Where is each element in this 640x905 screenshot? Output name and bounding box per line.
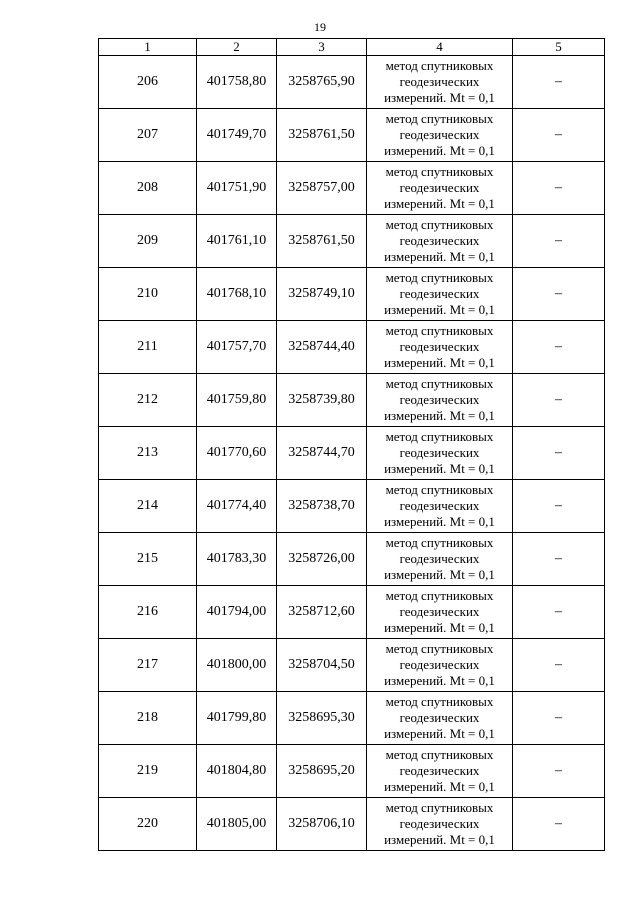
method-line-2: геодезических bbox=[399, 657, 480, 672]
method-line-3: измерений. Mt = 0,1 bbox=[384, 143, 495, 158]
table-row bbox=[99, 745, 605, 798]
coord-x: 401751,90 bbox=[197, 162, 277, 215]
note-dash: – bbox=[513, 533, 605, 586]
method-line-3: измерений. Mt = 0,1 bbox=[384, 461, 495, 476]
method-line-1: метод спутниковых bbox=[385, 323, 494, 338]
method-description bbox=[367, 586, 513, 639]
coord-x: 401758,80 bbox=[197, 56, 277, 109]
table-row bbox=[99, 268, 605, 321]
coordinates-table bbox=[98, 38, 605, 851]
method-line-3: измерений. Mt = 0,1 bbox=[384, 90, 495, 105]
method-line-2: геодезических bbox=[399, 604, 480, 619]
table-row bbox=[99, 533, 605, 586]
method-line-3: измерений. Mt = 0,1 bbox=[384, 196, 495, 211]
coord-y: 3258757,00 bbox=[277, 162, 367, 215]
note-dash: – bbox=[513, 374, 605, 427]
coord-x: 401749,70 bbox=[197, 109, 277, 162]
method-description bbox=[367, 374, 513, 427]
point-number: 216 bbox=[99, 586, 197, 639]
point-number: 218 bbox=[99, 692, 197, 745]
note-dash: – bbox=[513, 215, 605, 268]
note-dash: – bbox=[513, 427, 605, 480]
method-line-1: метод спутниковых bbox=[385, 588, 494, 603]
method-line-1: метод спутниковых bbox=[385, 376, 494, 391]
method-description bbox=[367, 162, 513, 215]
method-line-3: измерений. Mt = 0,1 bbox=[384, 673, 495, 688]
method-line-3: измерений. Mt = 0,1 bbox=[384, 408, 495, 423]
coord-y: 3258695,20 bbox=[277, 745, 367, 798]
header-col-1: 1 bbox=[99, 39, 197, 56]
note-dash: – bbox=[513, 268, 605, 321]
point-number: 215 bbox=[99, 533, 197, 586]
header-col-2: 2 bbox=[197, 39, 277, 56]
point-number: 209 bbox=[99, 215, 197, 268]
coord-x: 401770,60 bbox=[197, 427, 277, 480]
coord-y: 3258744,70 bbox=[277, 427, 367, 480]
coord-y: 3258726,00 bbox=[277, 533, 367, 586]
method-line-3: измерений. Mt = 0,1 bbox=[384, 249, 495, 264]
method-description bbox=[367, 692, 513, 745]
point-number: 213 bbox=[99, 427, 197, 480]
point-number: 217 bbox=[99, 639, 197, 692]
method-description bbox=[367, 480, 513, 533]
coord-y: 3258749,10 bbox=[277, 268, 367, 321]
coord-x: 401759,80 bbox=[197, 374, 277, 427]
coord-y: 3258704,50 bbox=[277, 639, 367, 692]
coord-x: 401804,80 bbox=[197, 745, 277, 798]
method-line-2: геодезических bbox=[399, 74, 480, 89]
point-number: 214 bbox=[99, 480, 197, 533]
method-description bbox=[367, 533, 513, 586]
coord-y: 3258738,70 bbox=[277, 480, 367, 533]
coord-y: 3258761,50 bbox=[277, 215, 367, 268]
note-dash: – bbox=[513, 586, 605, 639]
point-number: 206 bbox=[99, 56, 197, 109]
method-line-1: метод спутниковых bbox=[385, 217, 494, 232]
coord-x: 401757,70 bbox=[197, 321, 277, 374]
method-line-3: измерений. Mt = 0,1 bbox=[384, 779, 495, 794]
method-line-1: метод спутниковых bbox=[385, 111, 494, 126]
point-number: 220 bbox=[99, 798, 197, 851]
table-header bbox=[99, 39, 605, 56]
coord-y: 3258765,90 bbox=[277, 56, 367, 109]
method-line-1: метод спутниковых bbox=[385, 800, 494, 815]
method-line-1: метод спутниковых bbox=[385, 58, 494, 73]
method-description bbox=[367, 268, 513, 321]
method-line-2: геодезических bbox=[399, 392, 480, 407]
method-description bbox=[367, 639, 513, 692]
note-dash: – bbox=[513, 798, 605, 851]
table-row bbox=[99, 639, 605, 692]
method-line-2: геодезических bbox=[399, 498, 480, 513]
method-line-1: метод спутниковых bbox=[385, 694, 494, 709]
note-dash: – bbox=[513, 162, 605, 215]
coord-y: 3258761,50 bbox=[277, 109, 367, 162]
method-line-2: геодезических bbox=[399, 710, 480, 725]
method-line-1: метод спутниковых bbox=[385, 482, 494, 497]
note-dash: – bbox=[513, 639, 605, 692]
coord-x: 401800,00 bbox=[197, 639, 277, 692]
table-row bbox=[99, 109, 605, 162]
method-line-3: измерений. Mt = 0,1 bbox=[384, 514, 495, 529]
method-line-2: геодезических bbox=[399, 763, 480, 778]
coord-y: 3258739,80 bbox=[277, 374, 367, 427]
table-row bbox=[99, 374, 605, 427]
method-line-2: геодезических bbox=[399, 816, 480, 831]
method-line-2: геодезических bbox=[399, 286, 480, 301]
note-dash: – bbox=[513, 109, 605, 162]
method-line-2: геодезических bbox=[399, 445, 480, 460]
point-number: 211 bbox=[99, 321, 197, 374]
method-line-1: метод спутниковых bbox=[385, 535, 494, 550]
point-number: 207 bbox=[99, 109, 197, 162]
header-col-4: 4 bbox=[367, 39, 513, 56]
method-line-2: геодезических bbox=[399, 233, 480, 248]
point-number: 212 bbox=[99, 374, 197, 427]
table-body bbox=[99, 56, 605, 851]
coord-y: 3258712,60 bbox=[277, 586, 367, 639]
table-row bbox=[99, 427, 605, 480]
note-dash: – bbox=[513, 480, 605, 533]
note-dash: – bbox=[513, 56, 605, 109]
table-row bbox=[99, 798, 605, 851]
method-line-3: измерений. Mt = 0,1 bbox=[384, 302, 495, 317]
method-line-2: геодезических bbox=[399, 127, 480, 142]
note-dash: – bbox=[513, 692, 605, 745]
method-line-1: метод спутниковых bbox=[385, 747, 494, 762]
coord-x: 401783,30 bbox=[197, 533, 277, 586]
table-row bbox=[99, 162, 605, 215]
coord-x: 401794,00 bbox=[197, 586, 277, 639]
table-row bbox=[99, 692, 605, 745]
coord-x: 401805,00 bbox=[197, 798, 277, 851]
coord-y: 3258706,10 bbox=[277, 798, 367, 851]
method-line-3: измерений. Mt = 0,1 bbox=[384, 620, 495, 635]
header-row bbox=[99, 39, 605, 56]
coord-y: 3258695,30 bbox=[277, 692, 367, 745]
header-col-3: 3 bbox=[277, 39, 367, 56]
table-row bbox=[99, 215, 605, 268]
method-line-1: метод спутниковых bbox=[385, 270, 494, 285]
method-description bbox=[367, 745, 513, 798]
table-row bbox=[99, 586, 605, 639]
table-row bbox=[99, 321, 605, 374]
method-description bbox=[367, 56, 513, 109]
method-description bbox=[367, 109, 513, 162]
method-line-1: метод спутниковых bbox=[385, 641, 494, 656]
method-line-2: геодезических bbox=[399, 339, 480, 354]
method-line-3: измерений. Mt = 0,1 bbox=[384, 567, 495, 582]
method-description bbox=[367, 427, 513, 480]
coord-x: 401799,80 bbox=[197, 692, 277, 745]
method-line-2: геодезических bbox=[399, 180, 480, 195]
method-line-3: измерений. Mt = 0,1 bbox=[384, 832, 495, 847]
note-dash: – bbox=[513, 321, 605, 374]
note-dash: – bbox=[513, 745, 605, 798]
method-line-1: метод спутниковых bbox=[385, 429, 494, 444]
point-number: 208 bbox=[99, 162, 197, 215]
method-line-3: измерений. Mt = 0,1 bbox=[384, 726, 495, 741]
coord-x: 401774,40 bbox=[197, 480, 277, 533]
method-description bbox=[367, 321, 513, 374]
method-description bbox=[367, 215, 513, 268]
method-line-3: измерений. Mt = 0,1 bbox=[384, 355, 495, 370]
point-number: 210 bbox=[99, 268, 197, 321]
method-line-2: геодезических bbox=[399, 551, 480, 566]
header-col-5: 5 bbox=[513, 39, 605, 56]
coord-x: 401761,10 bbox=[197, 215, 277, 268]
point-number: 219 bbox=[99, 745, 197, 798]
method-description bbox=[367, 798, 513, 851]
page-number: 19 bbox=[314, 20, 326, 34]
coord-x: 401768,10 bbox=[197, 268, 277, 321]
method-line-1: метод спутниковых bbox=[385, 164, 494, 179]
table-row bbox=[99, 480, 605, 533]
coord-y: 3258744,40 bbox=[277, 321, 367, 374]
table-row bbox=[99, 56, 605, 109]
